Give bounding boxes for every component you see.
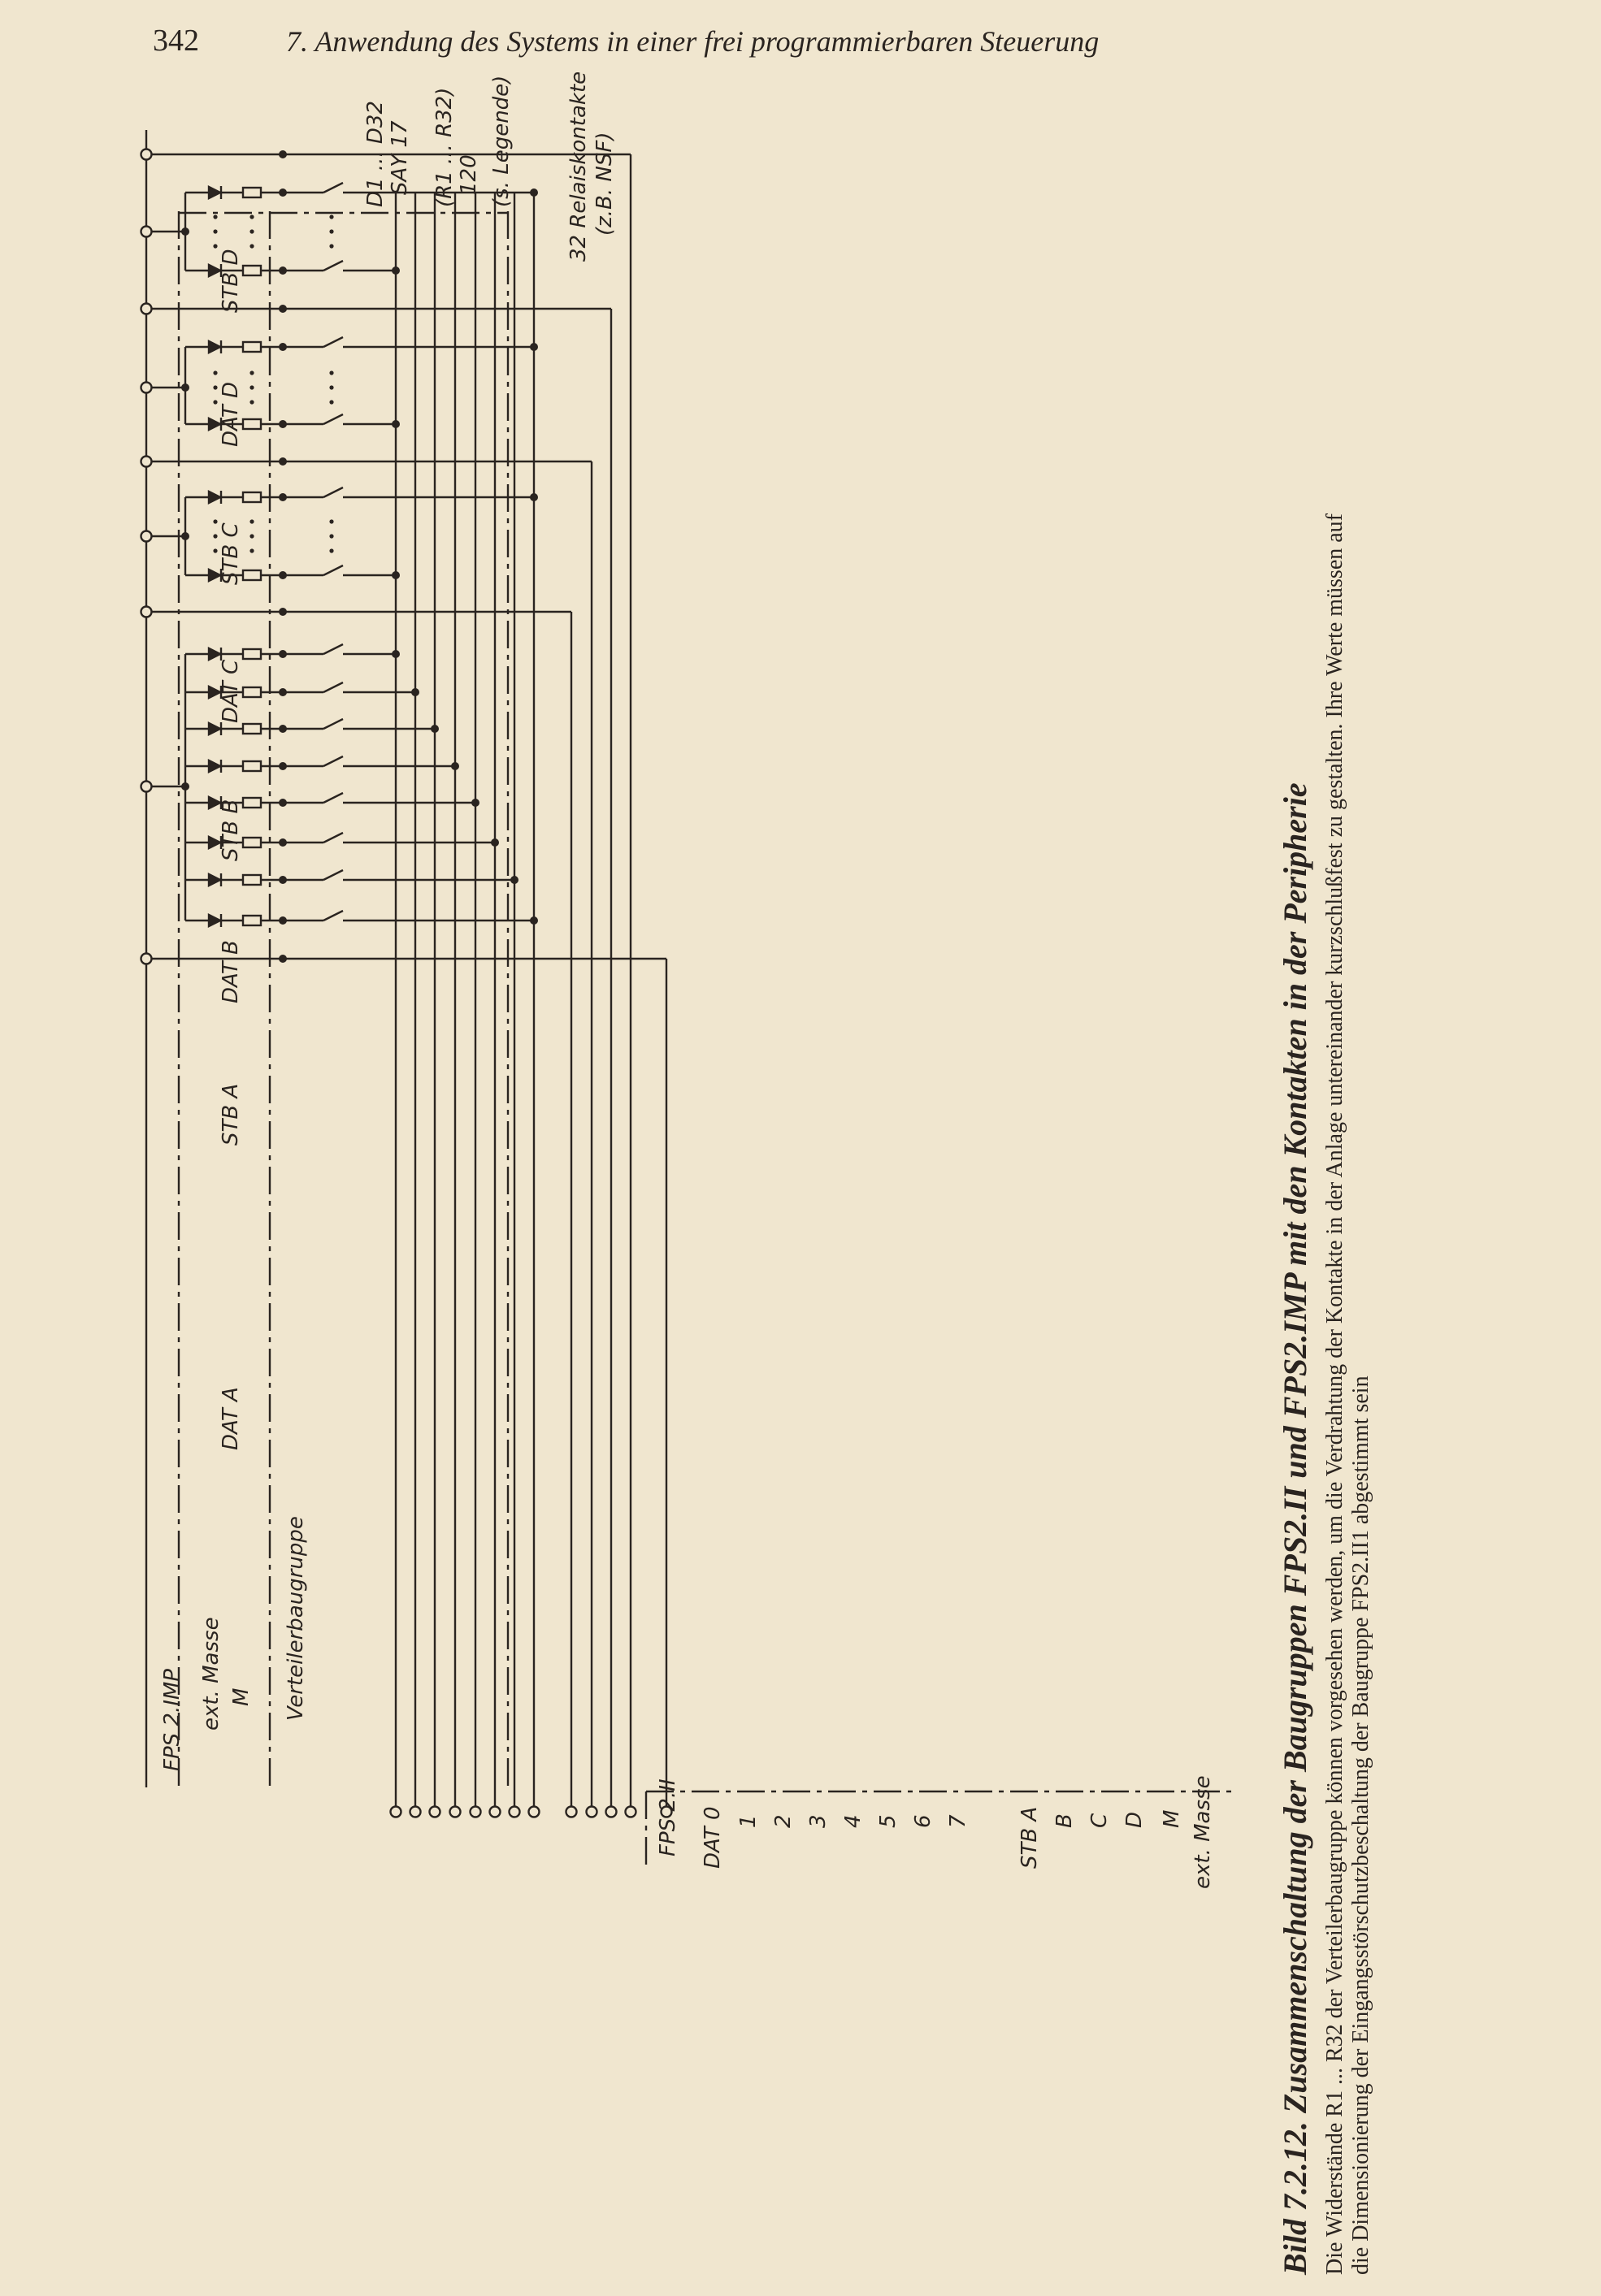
data-dot-11 [530,343,538,351]
ellipsis-dot [249,244,254,248]
resistor-R4 [243,761,261,771]
diode-D7 [209,874,220,886]
data-dot-14 [392,266,400,275]
data-dot-2 [411,688,419,696]
stb-pad-dot-B [279,457,287,466]
ground-terminal-left [141,954,152,964]
ellipsis-dot [329,400,333,404]
resistor-R12 [243,419,261,429]
terminal-dat-B [141,531,152,542]
dat-bus-dot-D [181,227,189,236]
relay-contact-13 [323,183,343,193]
terminal-stb-C [606,1807,617,1817]
data-dot-8 [530,916,538,925]
relay-contact-6 [323,833,343,843]
terminal-label-b: B [1052,1813,1077,1828]
legend-see-legend: (s. Legende) [489,75,514,207]
terminal-dat-3 [450,1807,461,1817]
terminal-label-4: 4 [841,1814,866,1828]
terminal-stb-left-A [141,607,152,617]
ext-masse-label: ext. Masse [199,1617,223,1731]
resistor-R2 [243,687,261,697]
verteilerbaugruppe-label: Verteilerbaugruppe [284,1516,308,1721]
ground-dot [279,955,287,963]
terminal-label-c: C [1087,1813,1112,1828]
terminal-label-dat0: DAT 0 [701,1806,725,1869]
terminal-label-6: 6 [911,1814,935,1828]
caption-title: Bild 7.2.12. Zusammenschaltung der Baugruppen FPS2.II und FPS2.IMP mit den Kontakten in der Peripherie [1277,782,1313,2275]
fps2imp-label: FPS 2.IMP [160,1669,184,1771]
ellipsis-dot [213,370,217,375]
terminal-label-3: 3 [806,1814,831,1828]
pad-dot-1 [279,650,287,658]
pad-dot-8 [279,916,287,925]
dat-bus-dot-C [181,383,189,392]
relay-contact-5 [323,793,343,803]
ellipsis-dot [213,400,217,404]
relay-contact-11 [323,337,343,347]
ellipsis-dot [213,548,217,552]
relay-contact-12 [323,414,343,424]
terminal-dat-A [141,782,152,792]
group-label-stb-a: STB A [219,1083,243,1146]
ellipsis-dot [249,519,254,523]
legend-relay-contacts: 32 Relaiskontakte [566,71,591,262]
ellipsis-dot [329,244,333,248]
data-dot-9 [530,493,538,501]
terminal-dat-4 [471,1807,481,1817]
resistor-R14 [243,266,261,275]
terminal-dat-1 [410,1807,421,1817]
ellipsis-dot [249,370,254,375]
terminal-stb-left-D [141,149,152,160]
relay-contact-10 [323,565,343,575]
data-dot-6 [491,838,499,847]
data-dot-5 [471,799,479,807]
diode-D1 [209,648,220,660]
resistor-R6 [243,838,261,847]
resistor-R9 [243,492,261,502]
diode-D13 [209,187,220,198]
stb-pad-dot-C [279,305,287,313]
group-label-stb-c: STB C [219,522,243,585]
ellipsis-dot [329,214,333,219]
data-dot-4 [451,762,459,770]
dat-bus-dot-A [181,782,189,791]
terminal-dat-C [141,383,152,393]
relay-contact-7 [323,870,343,880]
legend-relay-example: (z.B. NSF) [592,132,617,236]
terminal-label-5: 5 [876,1814,900,1828]
ellipsis-dot [329,370,333,375]
resistor-R1 [243,649,261,659]
terminal-label-2: 2 [771,1814,796,1828]
data-dot-3 [431,725,439,733]
ellipsis-dot [249,214,254,219]
resistor-R8 [243,916,261,925]
data-dot-13 [530,188,538,197]
ellipsis-dot [249,400,254,404]
terminal-dat-5 [490,1807,501,1817]
running-head: 7. Anwendung des Systems in einer frei programmierbaren Steuerung [286,25,1100,58]
pad-dot-7 [279,876,287,884]
ellipsis-dot [249,229,254,233]
ellipsis-dot [249,534,254,538]
diode-D4 [209,760,220,772]
dat-bus-dot-B [181,532,189,540]
ellipsis-dot [213,244,217,248]
ellipsis-dot [249,385,254,389]
pad-dot-14 [279,266,287,275]
group-label-dat-a: DAT A [219,1387,243,1450]
terminal-stb-A [566,1807,577,1817]
ellipsis-dot [249,548,254,552]
terminal-dat-2 [430,1807,440,1817]
terminal-stb-B [587,1807,597,1817]
ellipsis-dot [213,214,217,219]
terminal-label-ext-masse: ext. Masse [1191,1775,1215,1889]
terminal-label-d: D [1122,1811,1147,1828]
ellipsis-dot [329,385,333,389]
page-number: 342 [153,24,199,58]
pad-dot-12 [279,420,287,428]
caption-text: Die Widerstände R1 ... R32 der Verteilerbaugruppe können vorgesehen werden, um die Verdrahtung der Kontakte in der Anlage untereinander kurzschlußfest zu gestalten. Ihre Werte müssen auf die Dimensionierung der Eingangsstörschutzbeschaltung der Baugruppe FPS2.II1 abgestimmt sein [1322,513,1373,2275]
relay-contact-8 [323,911,343,921]
terminal-dat-6 [510,1807,520,1817]
relay-contact-1 [323,644,343,654]
resistor-R5 [243,798,261,808]
terminal-stb-left-C [141,304,152,314]
resistor-R3 [243,724,261,734]
data-dot-10 [392,571,400,579]
pad-dot-11 [279,343,287,351]
wiring [146,130,1235,1869]
pad-dot-4 [279,762,287,770]
legend-diodes: D1 ... D32 [363,101,388,207]
group-label-stb-d: STB D [219,249,243,313]
pad-dot-3 [279,725,287,733]
terminal-label-m: M [1160,1809,1184,1828]
legend-resistors: (R1 ... R32) [432,87,457,207]
resistor-R11 [243,342,261,352]
terminal-label-stb-a: STB A [1017,1806,1042,1869]
terminal-stb-left-B [141,457,152,467]
relay-contact-9 [323,487,343,497]
terminal-label-7: 7 [946,1814,970,1828]
pad-dot-6 [279,838,287,847]
pad-dot-10 [279,571,287,579]
diode-D11 [209,341,220,353]
ellipsis-dot [329,519,333,523]
terminal-label-1: 1 [736,1814,761,1828]
diode-D9 [209,492,220,503]
legend-resistor-value: 120 [457,154,481,195]
ellipsis-dot [213,229,217,233]
relay-contact-4 [323,756,343,766]
pad-dot-13 [279,188,287,197]
group-label-dat-c: DAT C [219,659,243,723]
terminal-stb-D [626,1807,636,1817]
ellipsis-dot [213,534,217,538]
pad-dot-5 [279,799,287,807]
terminal-dat-7 [529,1807,540,1817]
masse-m-label: M [229,1687,254,1706]
pad-dot-2 [279,688,287,696]
relay-contact-14 [323,261,343,271]
figure-caption [1276,97,1374,2275]
terminal-dat-D [141,227,152,237]
group-label-stb-b: STB B [219,799,243,861]
data-dot-7 [510,876,518,884]
ellipsis-dot [329,229,333,233]
data-dot-1 [392,650,400,658]
ellipsis-dot [329,548,333,552]
diode-D3 [209,723,220,734]
stb-pad-dot-A [279,608,287,616]
resistor-R10 [243,570,261,580]
diode-D8 [209,915,220,926]
legend-diode-type: SAY 17 [388,120,412,195]
resistor-R7 [243,875,261,885]
relay-contact-3 [323,719,343,729]
resistor-R13 [243,188,261,197]
ellipsis-dot [213,385,217,389]
stb-pad-dot-D [279,150,287,158]
group-label-dat-b: DAT B [219,940,243,1003]
ellipsis-dot [329,534,333,538]
fps2ii-label: FPS 2.II [656,1778,680,1856]
pad-dot-9 [279,493,287,501]
ellipsis-dot [213,519,217,523]
relay-contact-2 [323,682,343,692]
data-dot-12 [392,420,400,428]
group-label-dat-d: DAT D [219,381,243,447]
terminal-dat-0 [391,1807,401,1817]
